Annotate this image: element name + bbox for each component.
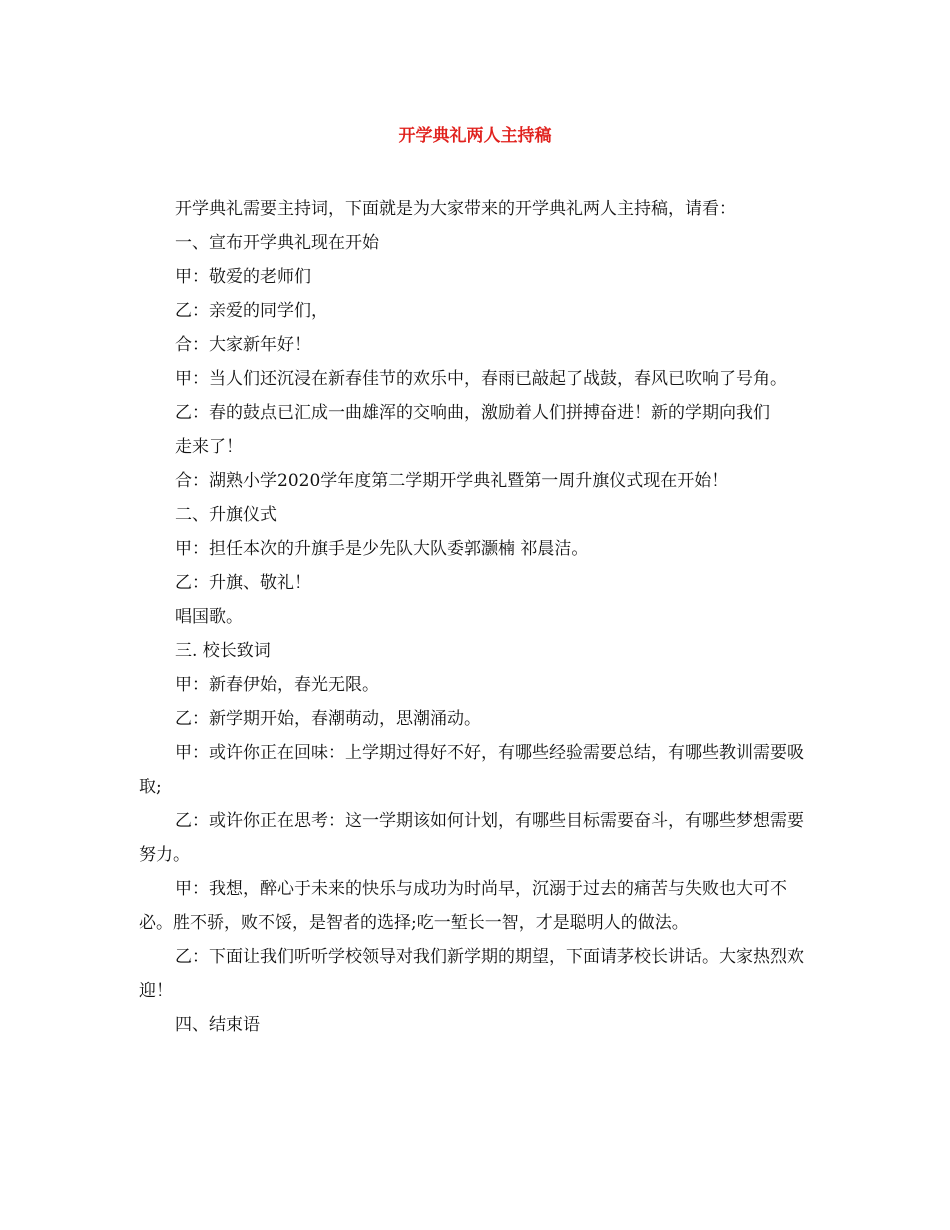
paragraph: 乙：新学期开始，春潮萌动，思潮涌动。 (175, 709, 481, 729)
paragraph: 唱国歌。 (175, 607, 243, 627)
paragraph: 乙：亲爱的同学们， (175, 301, 328, 321)
paragraph: 乙：下面让我们听听学校领导对我们新学期的期望，下面请茅校长讲话。大家热烈欢迎！ (139, 947, 804, 1001)
paragraph: 甲：担任本次的升旗手是少先队大队委郭灏楠 祁晨洁。 (175, 539, 589, 559)
paragraph: 甲：敬爱的老师们 (175, 267, 311, 287)
section-heading: 二、升旗仪式 (175, 505, 277, 525)
paragraph: 合：湖熟小学2020学年度第二学期开学典礼暨第一周升旗仪式现在开始！ (175, 471, 729, 491)
paragraph: 甲：当人们还沉浸在新春佳节的欢乐中，春雨已敲起了战鼓，春风已吹响了号角。 (175, 369, 787, 389)
paragraph: 走来了！ (175, 437, 243, 457)
section-heading: 四、结束语 (175, 1015, 260, 1035)
document-title: 开学典礼两人主持稿 (398, 126, 552, 146)
paragraph: 甲：我想，醉心于未来的快乐与成功为时尚早，沉溺于过去的痛苦与失败也大可不必。胜不骄，败不馁，是智者的选择;吃一堑长一智，才是聪明人的做法。 (139, 879, 787, 933)
paragraph: 乙：升旗、敬礼！ (175, 573, 311, 593)
paragraph: 甲：或许你正在回味：上学期过得好不好，有哪些经验需要总结，有哪些教训需要吸取; (139, 743, 804, 797)
section-heading: 一、宣布开学典礼现在开始 (175, 233, 379, 253)
document-body (139, 192, 814, 1042)
paragraph: 乙：春的鼓点已汇成一曲雄浑的交响曲，激励着人们拼搏奋进！新的学期向我们 (175, 403, 770, 423)
paragraph: 开学典礼需要主持词，下面就是为大家带来的开学典礼两人主持稿，请看： (175, 199, 736, 219)
paragraph: 甲：新春伊始，春光无限。 (175, 675, 379, 695)
paragraph: 合：大家新年好！ (175, 335, 311, 355)
paragraph: 乙：或许你正在思考：这一学期该如何计划，有哪些目标需要奋斗，有哪些梦想需要努力。 (139, 811, 804, 865)
section-heading: 三. 校长致词 (175, 641, 271, 661)
